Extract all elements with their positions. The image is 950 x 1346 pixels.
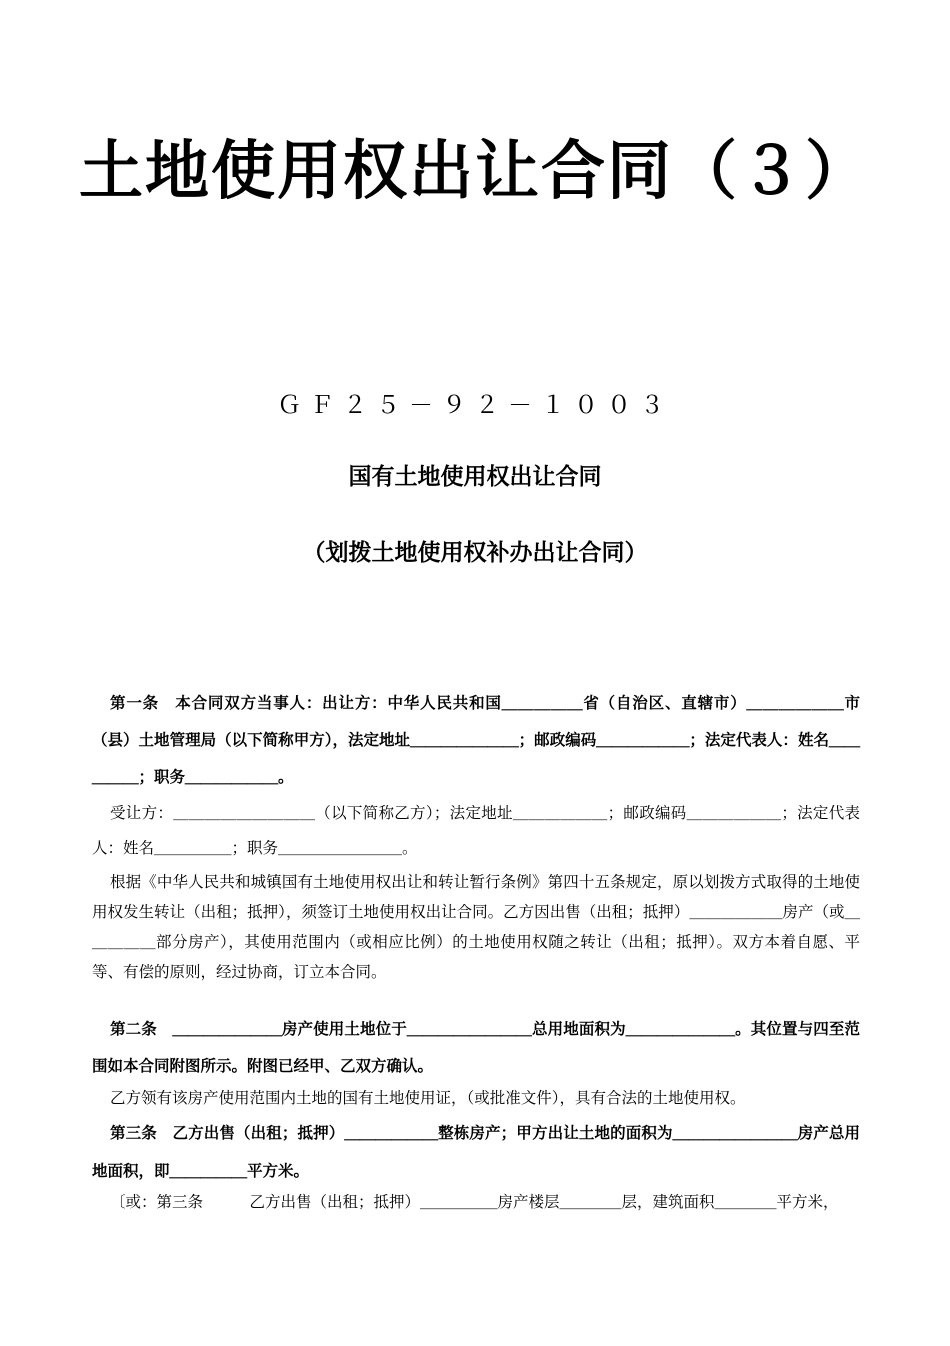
contract-subtitle-note: （划拨土地使用权补办出让合同） (302, 539, 648, 566)
land-certificate-paragraph: 乙方领有该房产使用范围内土地的国有土地使用证，（或批准文件），具有合法的土地使用权。 (110, 1089, 746, 1107)
article-3: 第三条 乙方出售（出租；抵押）＿＿＿＿＿＿整栋房产；甲方出让土地的面积为＿＿＿＿＿＿＿＿房产总用地面积，即＿＿＿＿＿平方米。 (92, 1123, 860, 1180)
document-title: 土地使用权出让合同（３） (79, 135, 871, 209)
article-3-alternative: 〔或：第三条 乙方出售（出租；抵押）＿＿＿＿＿房产楼层＿＿＿＿层，建筑面积＿＿＿＿平方米， (110, 1193, 839, 1211)
transferee-paragraph: 受让方：＿＿＿＿＿＿＿＿＿（以下简称乙方）；法定地址＿＿＿＿＿＿；邮政编码＿＿＿＿＿＿；法定代表人：姓名＿＿＿＿＿；职务＿＿＿＿＿＿＿＿。 (92, 804, 860, 857)
contract-subtitle: 国有土地使用权出让合同 (348, 463, 602, 490)
contract-code: ＧＦ２５－９２－１００３ (277, 391, 673, 419)
legal-basis-paragraph: 根据《中华人民共和城镇国有土地使用权出让和转让暂行条例》第四十五条规定，原以划拨方式取得的土地使用权发生转让（出租；抵押），须签订土地使用权出让合同。乙方因出售（出租；抵押）＿＿＿＿＿＿房产（或＿＿＿＿＿部分房产），其使用范围内（或相应比例）的土地使用权随之转让（出租；抵押）。双方本着自愿、平等、有偿的原则，经过协商，订立本合同。 (92, 873, 860, 981)
article-1: 第一条 本合同双方当事人：出让方：中华人民共和国＿＿＿＿＿省（自治区、直辖市）＿＿＿＿＿＿市（县）土地管理局（以下简称甲方），法定地址＿＿＿＿＿＿＿；邮政编码＿＿＿＿＿＿；法定代表人：姓名＿＿＿＿＿；职务＿＿＿＿＿＿。 (92, 693, 860, 786)
article-2: 第二条 ＿＿＿＿＿＿＿房产使用土地位于＿＿＿＿＿＿＿＿总用地面积为＿＿＿＿＿＿＿。其位置与四至范围如本合同附图所示。附图已经甲、乙双方确认。 (92, 1019, 860, 1075)
